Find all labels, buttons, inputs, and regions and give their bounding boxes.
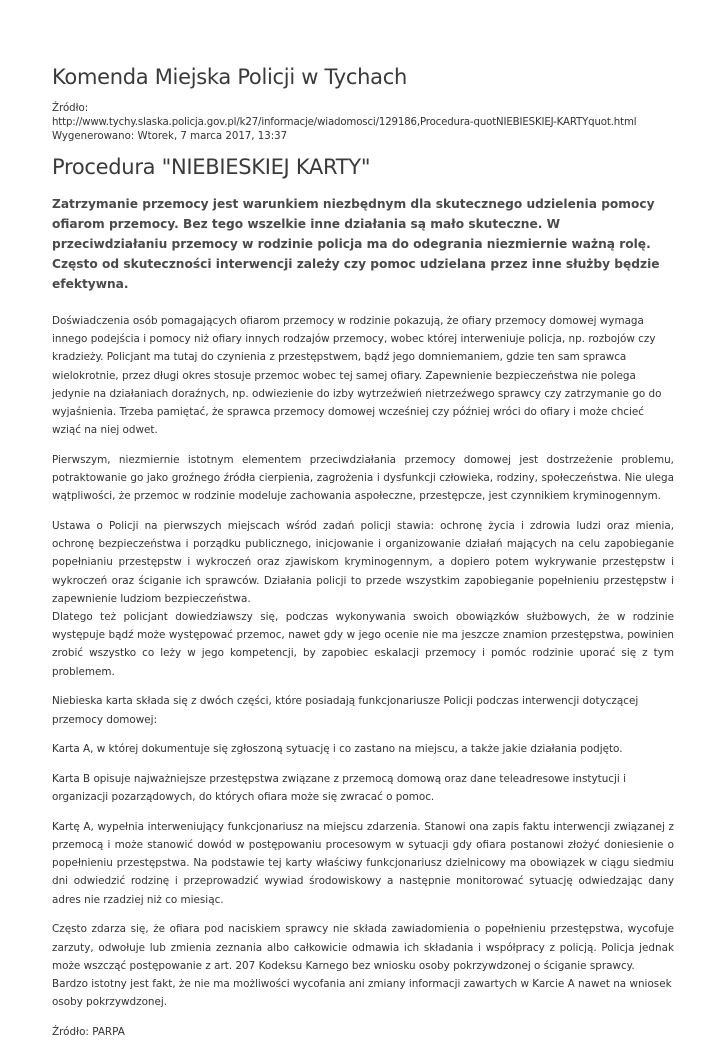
paragraph: Kartę A, wypełnia interweniujący funkcjonariusz na miejscu zdarzenia. Stanowi ona zapis faktu interwencji związanej z przemocą i może stanowić dowód w postępowaniu procesowym w sytuacji gdy ofiara postanowi złożyć doniesienie o popełnieniu przestępstwa. Na podstawie tej karty właściwy funkcjonariusz dzielnicowy ma obowiązek w ciągu siedmiu dni odwiedzić rodzinę i przeprowadzić wywiad środowiskowy a następnie monitorować sytuację odwiedzając dany adres nie rzadziej niż co miesiąc.	[52, 820, 674, 906]
paragraph: Doświadczenia osób pomagających ofiarom przemocy w rodzinie pokazują, że ofiary przemocy domowej wymaga innego podejścia i pomocy niż ofiary innych rodzajów przemocy, wobec której interweniuje policja, np. rozbojów czy kradzieży. Policjant ma tutaj do czynienia z przestępstwem, bądź jego domniemaniem, gdzie ten sam sprawca wielokrotnie, przez długi okres stosuje przemoc wobec tej samej ofiary. Zapewnienie bezpieczeństwa nie polega jedynie na działaniach doraźnych, np. odwiezienie do izby wytrzeźwień nietrzeźwego sprawcy czy zatrzymanie go do wyjaśnienia. Trzeba pamiętać, że sprawca przemocy domowej wcześniej czy później wróci do ofiary i może chcieć wziąć na niej odwet.	[52, 315, 662, 437]
site-title: Komenda Miejska Policji w Tychach	[52, 65, 407, 89]
source-footer: Źródło: PARPA	[52, 1025, 125, 1038]
paragraph: Niebieska karta składa się z dwóch części, które posiadają funkcjonariusze Policji podczas interwencji dotyczącej przemocy domowej:	[52, 695, 639, 726]
document-page	[52, 62, 674, 1053]
paragraph: Ustawa o Policji na pierwszych miejscach wśród zadań policji stawia: ochronę życia i zdrowia ludzi oraz mienia, ochronę bezpieczeństwa i porządku publicznego, inicjowanie i organizowanie działań mających na celu zapobieganie popełnianiu przestępstw i wykroczeń oraz zjawiskom kryminogennym, a dopiero potem wykrywanie przestępstw i wykroczeń oraz ściganie ich sprawców. Działania policji to przede wszystkim zapobieganie popełnieniu przestępstw i zapewnienie ludziom bezpieczeństwa.	[52, 520, 674, 605]
source-label: Źródło:	[52, 103, 89, 114]
article-body	[52, 312, 674, 1041]
paragraph: Bardzo istotny jest fakt, że nie ma możliwości wycofania ani zmiany informacji zawartych w Karcie A nawet na wniosek osoby pokrzywdzonej.	[52, 978, 672, 1009]
paragraph: Karta A, w której dokumentuje się zgłoszoną sytuację i co zastano na miejscu, a także jakie działania podjęto.	[52, 743, 623, 756]
paragraph: Karta B opisuje najważniejsze przestępstwa związane z przemocą domową oraz dane teleadresowe instytucji i organizacji pozarządowych, do których ofiara może się zwracać o pomoc.	[52, 772, 626, 804]
paragraph: Często zdarza się, że ofiara pod naciskiem sprawcy nie składa zawiadomienia o popełnieniu przestępstwa, wycofuje zarzuty, odwołuje lub zmienia zeznania albo całkowicie odmawia ich składania i współpracy z policją. Policja jednak może wszcząć postępowanie z art. 207 Kodeksu Karnego bez wniosku osoby pokrzywdzonej o ściganie sprawcy.	[52, 923, 674, 972]
paragraph: Dlatego też policjant dowiedziawszy się, podczas wykonywania swoich obowiązków służbowych, że w rodzinie występuje bądź może występować przemoc, nawet gdy w jego ocenie nie ma jeszcze znamion przestępstwa, powinien zrobić wszystko co leży w jego kompetencji, by zapobiec eskalacji przemocy i pomóc rodzinie uporać się z tym problemem.	[52, 611, 674, 678]
generated-date: Wygenerowano: Wtorek, 7 marca 2017, 13:37	[52, 131, 288, 142]
paragraph: Pierwszym, niezmiernie istotnym elementem przeciwdziałania przemocy domowej jest dostrzeżenie problemu, potraktowanie go jako groźnego źródła cierpienia, zagrożenia i dysfunkcji człowieka, rodziny, społeczeństwa. Nie ulega wątpliwości, że przemoc w rodzinie modeluje zachowania aspołeczne, przestępcze, jest czynnikiem kryminogennym.	[52, 453, 674, 503]
source-url: http://www.tychy.slaska.policja.gov.pl/k27/informacje/wiadomosci/129186,Procedura-quotNIEBIESKIEJ-KARTYquot.html	[52, 117, 637, 128]
source-meta	[52, 102, 674, 144]
article-title: Procedura "NIEBIESKIEJ KARTY"	[52, 155, 371, 179]
article-lead: Zatrzymanie przemocy jest warunkiem niezbędnym dla skutecznego udzielenia pomocy ofiarom przemocy. Bez tego wszelkie inne działania są mało skuteczne. W przeciwdziałaniu przemocy w rodzinie policja ma do odegrania niezmiernie ważną rolę. Często od skuteczności interwencji zależy czy pomoc udzielana przez inne służby będzie efektywna.	[52, 197, 660, 291]
